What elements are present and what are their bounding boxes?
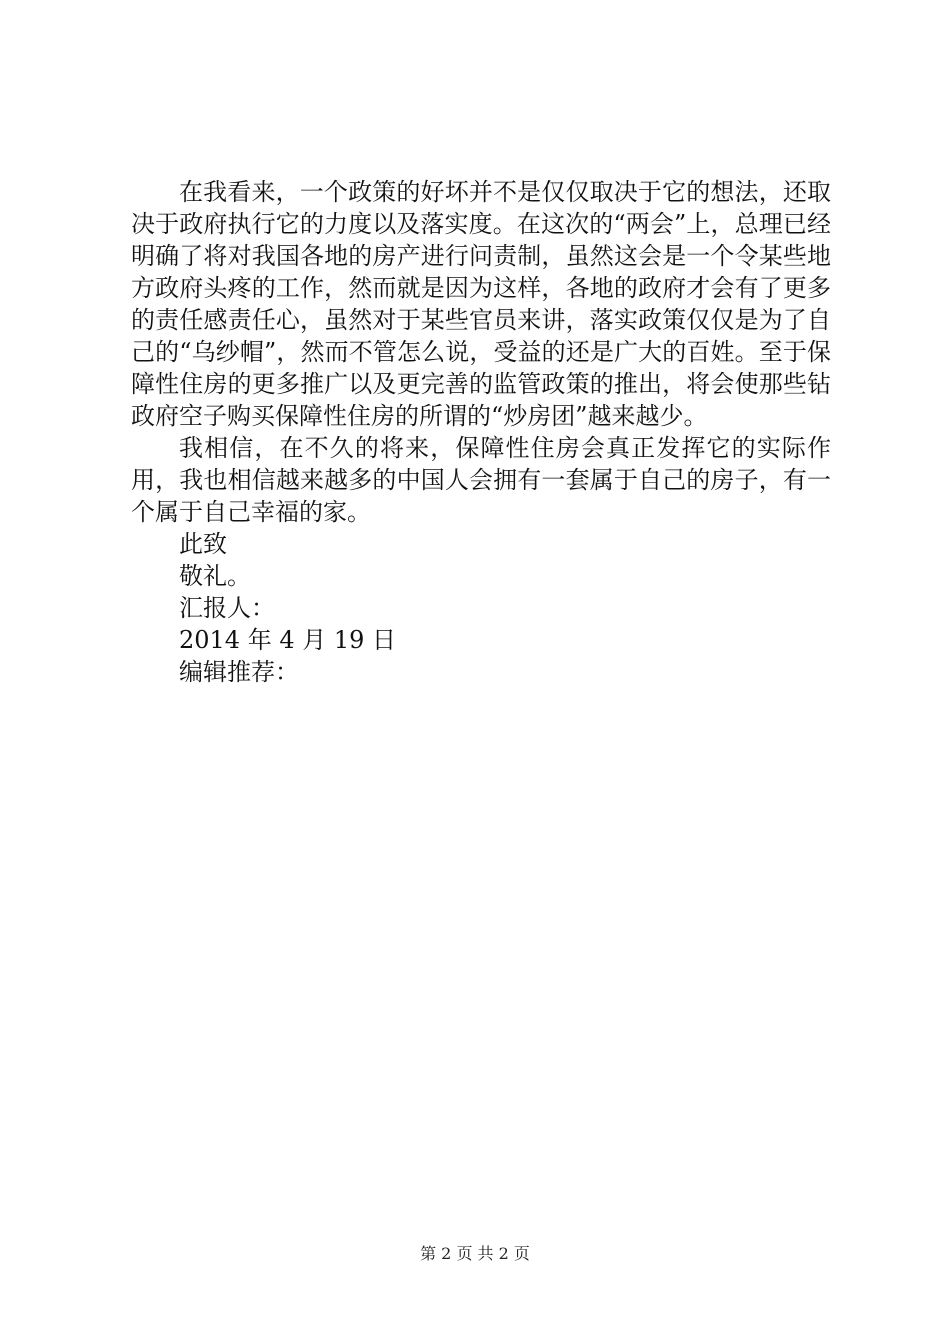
- page-indicator: 第 2 页 共 2 页: [420, 1244, 530, 1263]
- salutation: 此致: [179, 530, 227, 558]
- document-body: [131, 176, 831, 688]
- paragraph-policy: 在我看来，一个政策的好坏并不是仅仅取决于它的想法，还取决于政府执行它的力度以及落实度。在这次的“两会”上，总理已经明确了将对我国各地的房产进行问责制，虽然这会是一个令某些地方政府头疼的工作，然而就是因为这样，各地的政府才会有了更多的责任感责任心，虽然对于某些官员来讲，落实政策仅仅是为了自己的“乌纱帽”，然而不管怎么说，受益的还是广大的百姓。至于保障性住房的更多推广以及更完善的监管政策的推出，将会使那些钻政府空子购买保障性住房的所谓的“炒房团”越来越少。: [131, 178, 831, 430]
- page-footer: [0, 1243, 950, 1265]
- regards: 敬礼。: [179, 562, 251, 590]
- paragraph-belief: 我相信，在不久的将来，保障性住房会真正发挥它的实际作用，我也相信越来越多的中国人会拥有一套属于自己的房子，有一个属于自己幸福的家。: [131, 434, 831, 526]
- report-date: 2014 年 4 月 19 日: [179, 626, 397, 654]
- editor-recommend-label: 编辑推荐：: [179, 658, 299, 686]
- reporter-label: 汇报人：: [179, 594, 275, 622]
